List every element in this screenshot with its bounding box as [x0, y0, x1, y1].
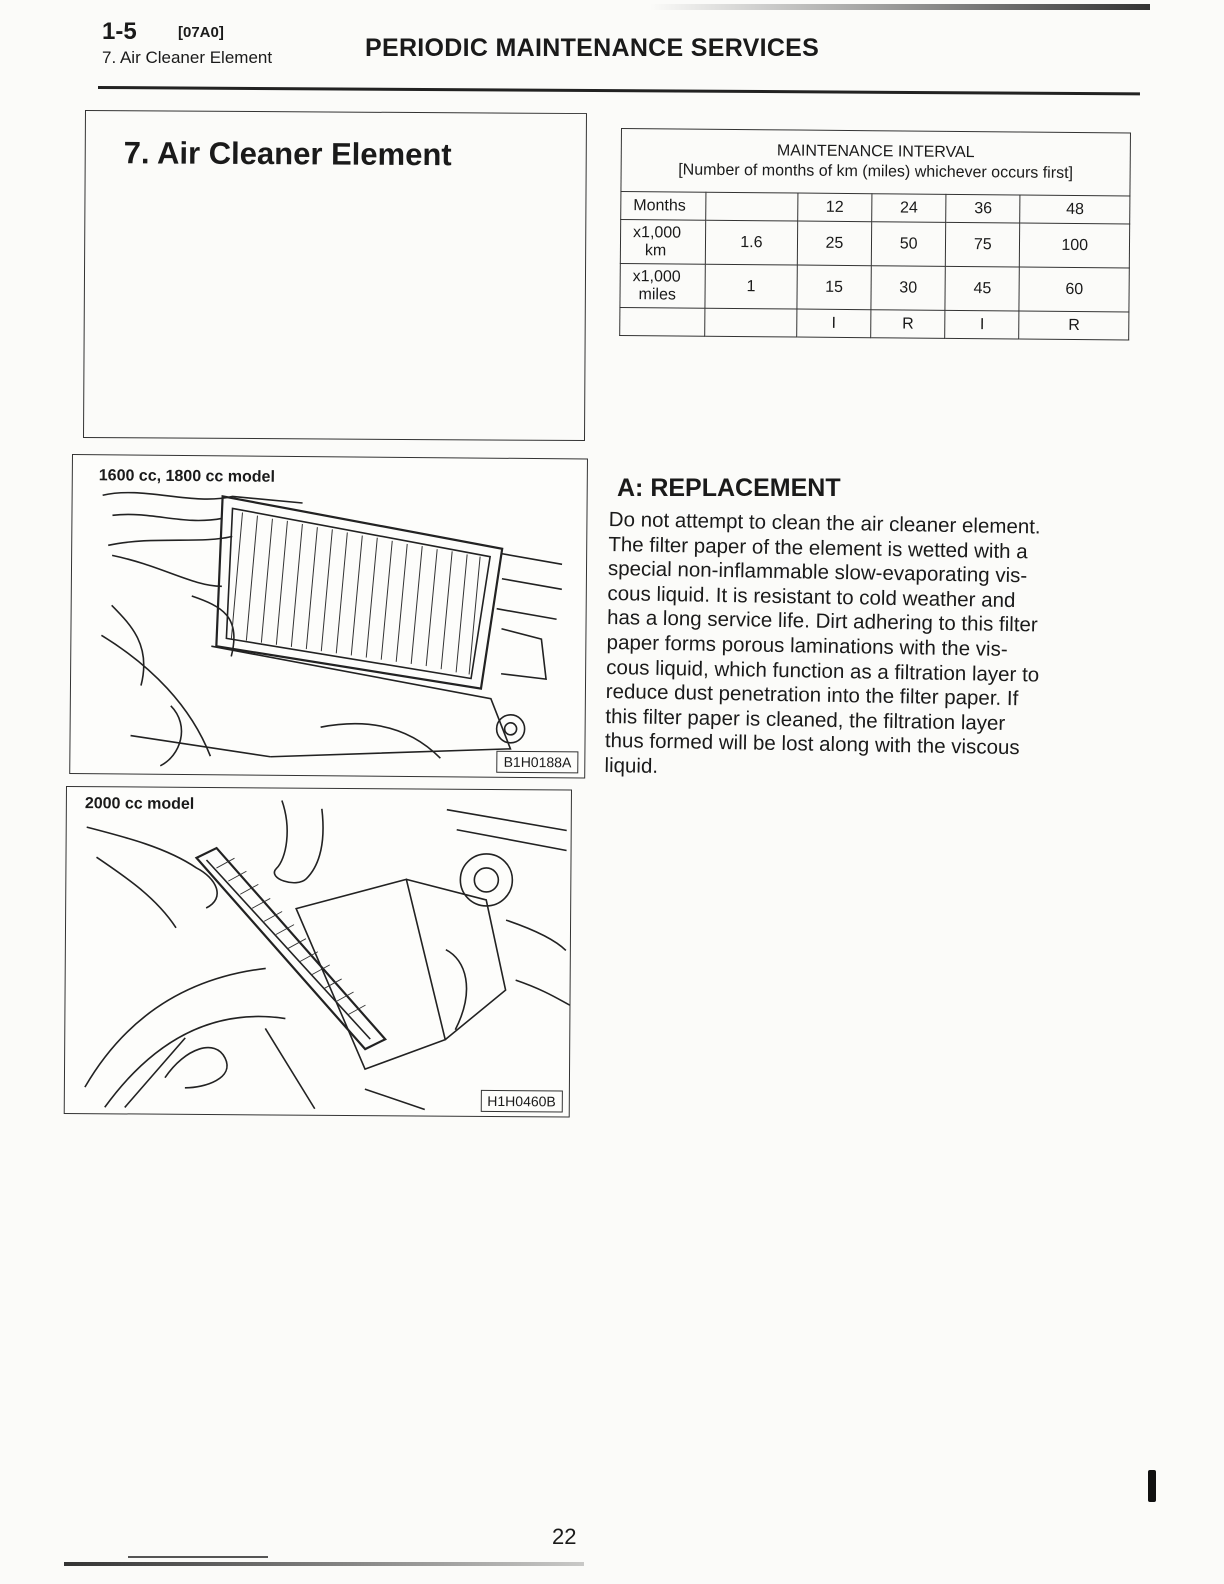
table-cell: 1 [705, 264, 797, 309]
body-line: reduce dust penetration into the filter paper. If [605, 680, 1019, 711]
footer-rule-thin [128, 1556, 268, 1558]
table-cell [705, 308, 797, 337]
row-label [620, 220, 705, 265]
table-cell: R [1019, 311, 1129, 340]
body-line: paper forms porous laminations with the vis- [606, 630, 1008, 661]
body-line: this filter paper is cleaned, the filtration layer [605, 704, 1006, 735]
table-row [621, 192, 1130, 224]
table-header-line1: MAINTENANCE INTERVAL [776, 142, 975, 162]
figure-caption: 1600 cc, 1800 cc model [98, 467, 276, 486]
section-title: 7. Air Cleaner Element [123, 135, 452, 173]
table-cell: 100 [1020, 223, 1130, 268]
table-cell: I [945, 310, 1019, 339]
body-line: thus formed will be lost along with the viscous [604, 729, 1020, 760]
air-filter-illustration-2 [65, 787, 572, 1118]
table-header-line2: [Number of months of km (miles) whichever occurs first] [678, 161, 1074, 182]
body-line: Do not attempt to clean the air cleaner element. [608, 508, 1041, 539]
row-label-line2: miles [638, 285, 676, 303]
top-edge-rule [650, 4, 1150, 10]
row-label-line1: x1,000 [632, 267, 681, 286]
section-tag: [07A0] [178, 24, 224, 41]
row-label [620, 263, 705, 308]
table-cell: 48 [1020, 195, 1130, 224]
table-cell: 12 [798, 193, 872, 222]
table-cell: 36 [946, 194, 1020, 223]
table-cell: 1.6 [705, 220, 797, 265]
table-row [620, 307, 1129, 339]
section-subtitle: 7. Air Cleaner Element [102, 48, 273, 67]
table-cell: 45 [945, 266, 1020, 311]
section-title-box [83, 110, 587, 441]
table-cell [706, 192, 798, 221]
row-label-line1: x1,000 [633, 223, 682, 242]
figure-2000-model [64, 786, 572, 1118]
row-label-line2: km [644, 241, 667, 259]
figure-caption: 2000 cc model [84, 795, 195, 813]
header-rule [98, 86, 1140, 95]
table-cell: I [796, 309, 870, 338]
margin-mark [1148, 1470, 1156, 1502]
table-cell: 15 [797, 265, 872, 310]
table-cell: R [871, 310, 945, 339]
table-cell: 60 [1019, 267, 1129, 312]
table-row [620, 220, 1129, 268]
table-header [621, 129, 1131, 196]
maintenance-interval-table [619, 128, 1131, 340]
figure-code: B1H0188A [497, 751, 579, 774]
table-cell: 24 [872, 194, 946, 223]
body-line: The filter paper of the element is wetted with a [608, 532, 1028, 563]
figure-1600-1800-model [69, 454, 588, 778]
section-code: 1-5 [102, 18, 137, 45]
figure-code: H1H0460B [480, 1090, 563, 1113]
air-filter-illustration-1 [70, 455, 588, 778]
body-line: liquid. [604, 753, 659, 778]
row-label [620, 307, 705, 336]
body-line: special non-inflammable slow-evaporating vis- [607, 557, 1028, 588]
table-cell: 30 [871, 266, 946, 311]
body-line: has a long service life. Dirt adhering to this filter [606, 606, 1038, 637]
table-row [620, 263, 1129, 311]
table-cell: 50 [871, 222, 946, 267]
body-line: cous liquid, which function as a filtration layer to [606, 655, 1040, 687]
replacement-body [604, 508, 1119, 787]
table-cell: 75 [946, 222, 1021, 267]
page-title: PERIODIC MAINTENANCE SERVICES [365, 34, 820, 62]
table-cell: 25 [797, 221, 872, 266]
replacement-heading: A: REPLACEMENT [617, 474, 841, 502]
page-number: 22 [552, 1524, 577, 1549]
footer-rule [64, 1562, 584, 1566]
body-line: cous liquid. It is resistant to cold weather and [607, 581, 1016, 612]
row-label: Months [621, 192, 706, 221]
